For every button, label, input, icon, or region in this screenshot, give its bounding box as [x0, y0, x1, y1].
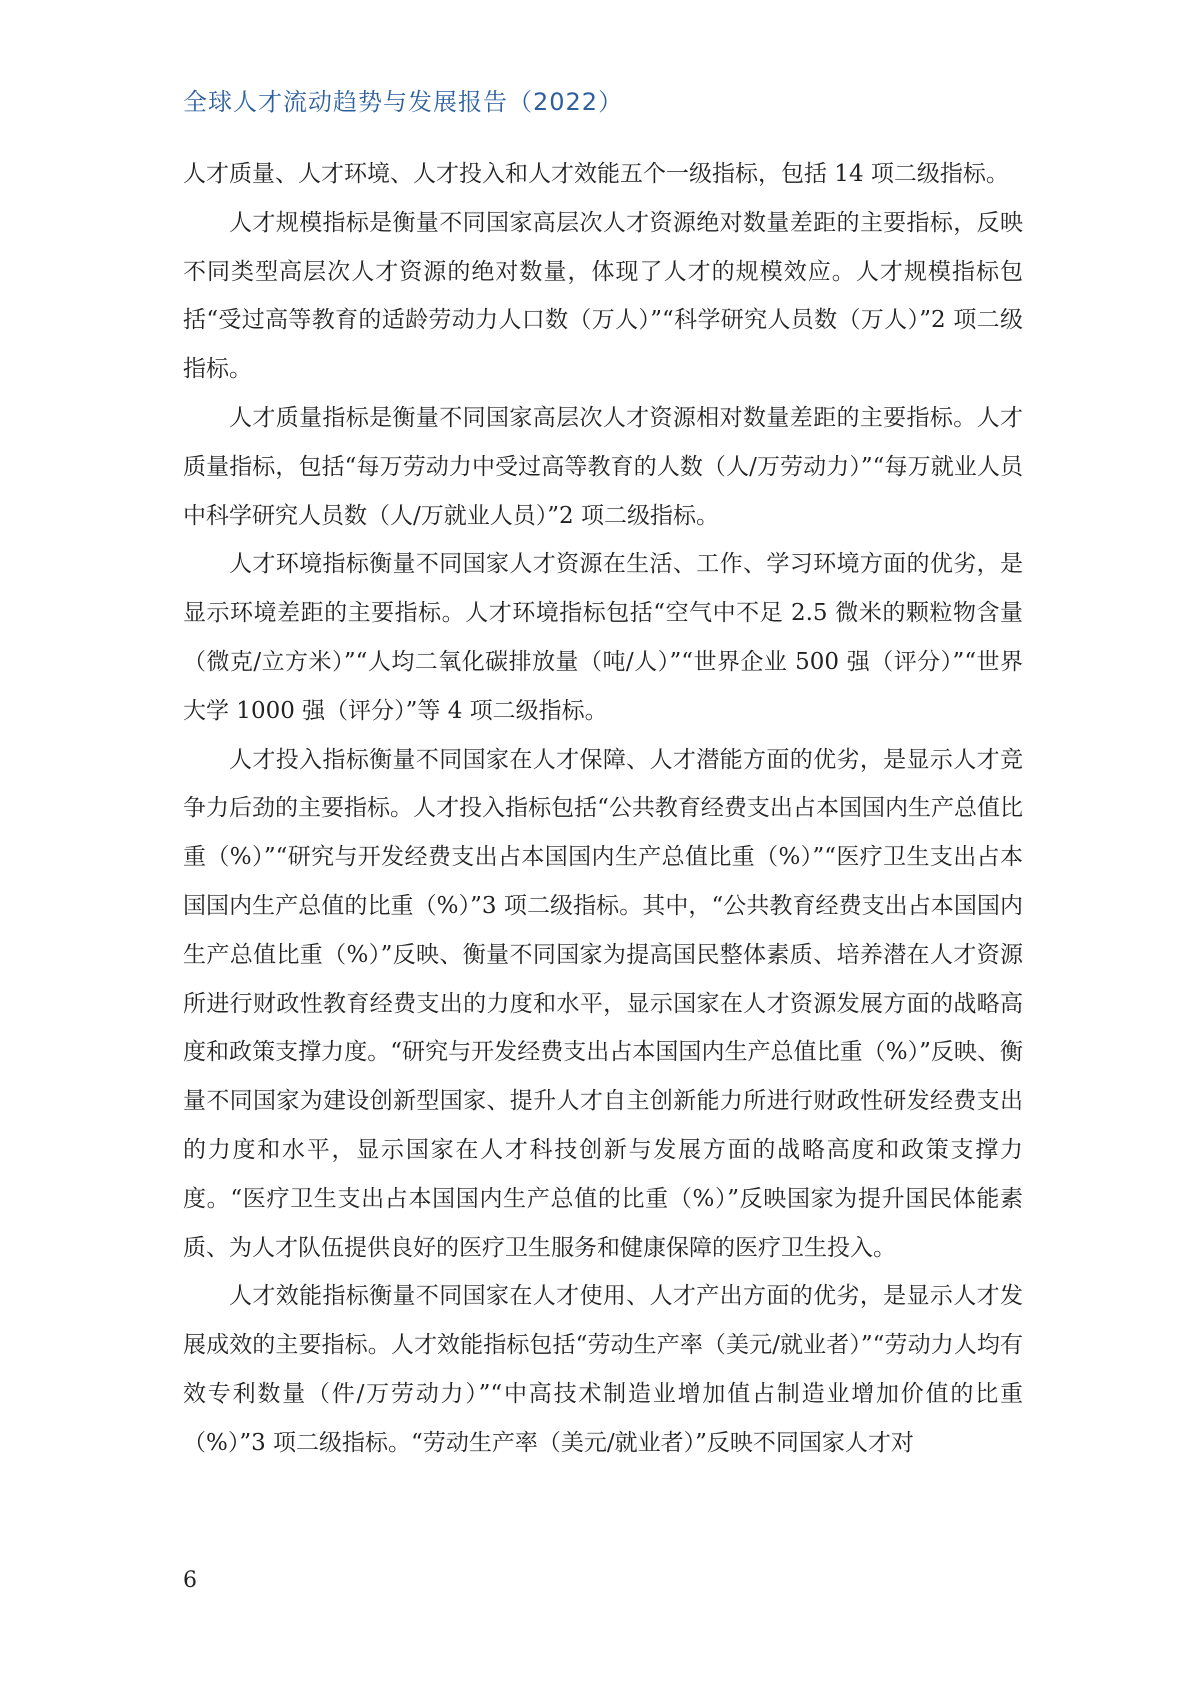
- body-text: [183, 150, 1023, 1468]
- paragraph-continuation: 人才质量、人才环境、人才投入和人才效能五个一级指标，包括 14 项二级指标。: [183, 161, 1009, 187]
- page-number: 6: [183, 1568, 197, 1593]
- paragraph-talent-investment: 人才投入指标衡量不同国家在人才保障、人才潜能方面的优劣，是显示人才竞争力后劲的主要指标。人才投入指标包括“公共教育经费支出占本国国内生产总值比重（%）”“研究与开发经费支出占本国国内生产总值比重（%）”“医疗卫生支出占本国国内生产总值的比重（%）”3 项二级指标。其中，“公共教育经费支出占本国国内生产总值比重（%）”反映、衡量不同国家为提高国民整体素质、培养潜在人才资源所进行财政性教育经费支出的力度和水平，显示国家在人才资源发展方面的战略高度和政策支撑力度。“研究与开发经费支出占本国国内生产总值比重（%）”反映、衡量不同国家为建设创新型国家、提升人才自主创新能力所进行财政性研发经费支出的力度和水平，显示国家在人才科技创新与发展方面的战略高度和政策支撑力度。“医疗卫生支出占本国国内生产总值的比重（%）”反映国家为提升国民体能素质、为人才队伍提供良好的医疗卫生服务和健康保障的医疗卫生投入。: [183, 746, 1023, 1261]
- paragraph-talent-environment: 人才环境指标衡量不同国家人才资源在生活、工作、学习环境方面的优劣，是显示环境差距的主要指标。人才环境指标包括“空气中不足 2.5 微米的颗粒物含量（微克/立方米）”“人均二氧化碳排放量（吨/人）”“世界企业 500 强（评分）”“世界大学 1000 强（评分）”等 4 项二级指标。: [183, 551, 1023, 724]
- paragraph-talent-scale: 人才规模指标是衡量不同国家高层次人才资源绝对数量差距的主要指标，反映不同类型高层次人才资源的绝对数量，体现了人才的规模效应。人才规模指标包括“受过高等教育的适龄劳动力人口数（万人）”“科学研究人员数（万人）”2 项二级指标。: [183, 209, 1023, 383]
- paragraph-talent-efficiency: 人才效能指标衡量不同国家在人才使用、人才产出方面的优劣，是显示人才发展成效的主要指标。人才效能指标包括“劳动生产率（美元/就业者）”“劳动力人均有效专利数量（件/万劳动力）”“中高技术制造业增加值占制造业增加价值的比重（%）”3 项二级指标。“劳动生产率（美元/就业者）”反映不同国家人才对: [183, 1283, 1023, 1456]
- paragraph-talent-quality: 人才质量指标是衡量不同国家高层次人才资源相对数量差距的主要指标。人才质量指标，包括“每万劳动力中受过高等教育的人数（人/万劳动力）”“每万就业人员中科学研究人员数（人/万就业人员）”2 项二级指标。: [183, 404, 1023, 529]
- running-header: 全球人才流动趋势与发展报告（2022）: [183, 88, 624, 116]
